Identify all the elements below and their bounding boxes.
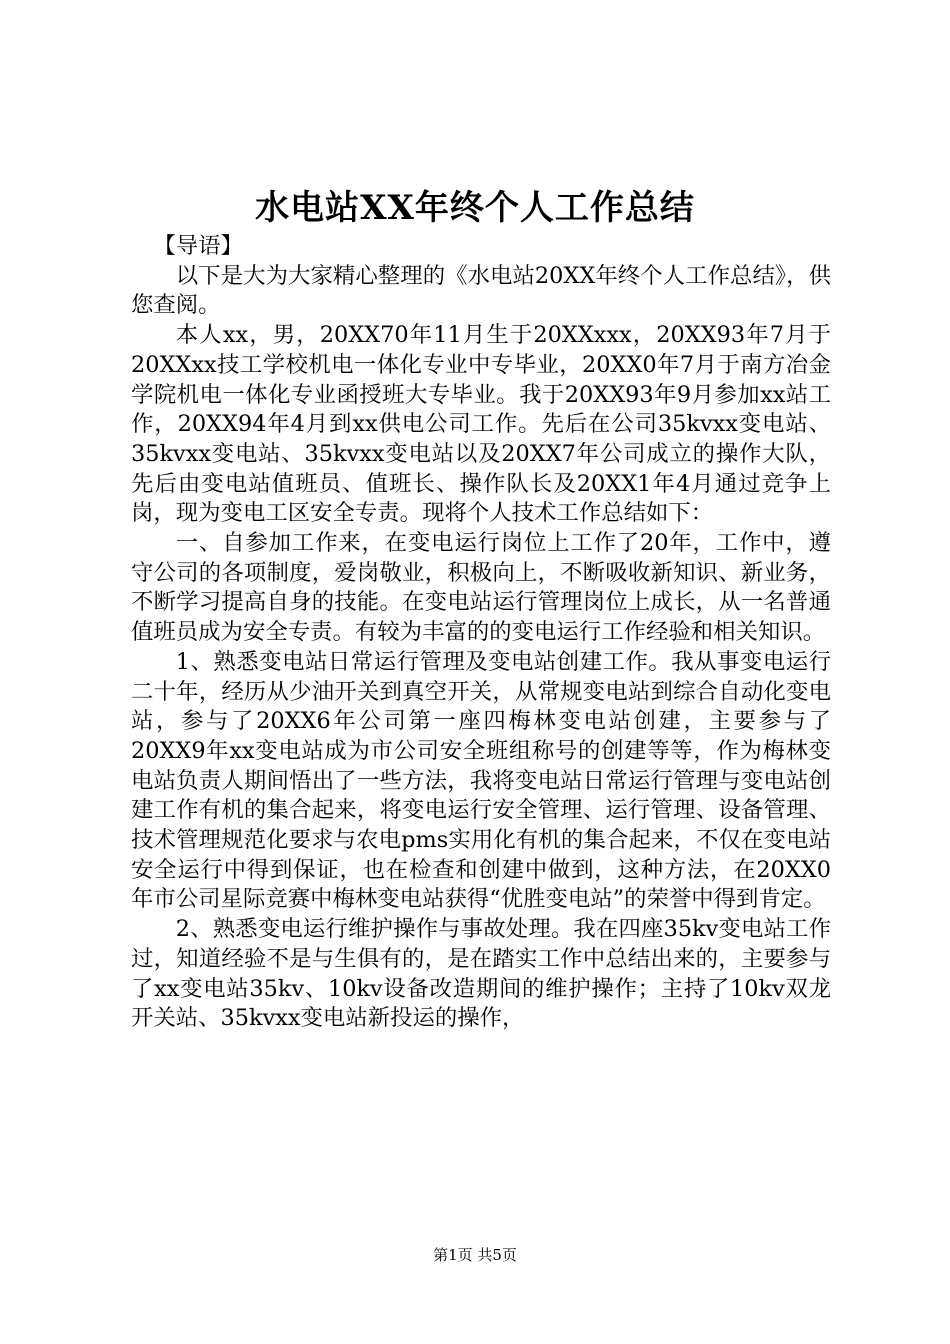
document-body xyxy=(131,232,831,1034)
intro-heading: 【导语】 xyxy=(153,233,243,259)
document-title: 水电站XX年终个人工作总结 xyxy=(255,188,695,228)
item-two-paragraph: 2、熟悉变电运行维护操作与事故处理。我在四座35kv变电站工作过，知道经验不是与生俱有的，是在踏实工作中总结出来的，主要参与了xx变电站35kv、10kv设备改造期间的维护操作；主持了10kv双龙开关站、35kvxx变电站新投运的操作， xyxy=(131,916,831,1032)
intro-paragraph: 以下是大为大家精心整理的《水电站20XX年终个人工作总结》，供您查阅。 xyxy=(131,262,831,319)
item-one-paragraph: 1、熟悉变电站日常运行管理及变电站创建工作。我从事变电运行二十年，经历从少油开关到真空开关，从常规变电站到综合自动化变电站，参与了20XX6年公司第一座四梅林变电站创建，主要参与了20XX9年xx变电站成为市公司安全班组称号的创建等等，作为梅林变电站负责人期间悟出了一些方法，我将变电站日常运行管理与变电站创建工作有机的集合起来，将变电运行安全管理、运行管理、设备管理、技术管理规范化要求与农电pms实用化有机的集合起来，不仅在变电站安全运行中得到保证，也在检查和创建中做到，这种方法，在20XX0年市公司星际竞赛中梅林变电站获得“优胜变电站”的荣誉中得到肯定。 xyxy=(131,648,831,913)
personal-info-paragraph: 本人xx，男，20XX70年11月生于20XXxxx，20XX93年7月于20XXxx技工学校机电一体化专业中专毕业，20XX0年7月于南方冶金学院机电一体化专业函授班大专毕业。我于20XX93年9月参加xx站工作，20XX94年4月到xx供电公司工作。先后在公司35kvxx变电站、35kvxx变电站、35kvxx变电站以及20XX7年公司成立的操作大队，先后由变电站值班员、值班长、操作队长及20XX1年4月通过竞争上岗，现为变电工区安全专责。现将个人技术工作总结如下： xyxy=(131,322,831,527)
section-one-paragraph: 一、自参加工作来，在变电运行岗位上工作了20年，工作中，遵守公司的各项制度，爱岗敬业，积极向上，不断吸收新知识、新业务，不断学习提高自身的技能。在变电站运行管理岗位上成长，从一名普通值班员成为安全专责。有较为丰富的的变电运行工作经验和相关知识。 xyxy=(131,530,831,646)
page-footer: 第1页 共5页 xyxy=(433,1246,517,1264)
